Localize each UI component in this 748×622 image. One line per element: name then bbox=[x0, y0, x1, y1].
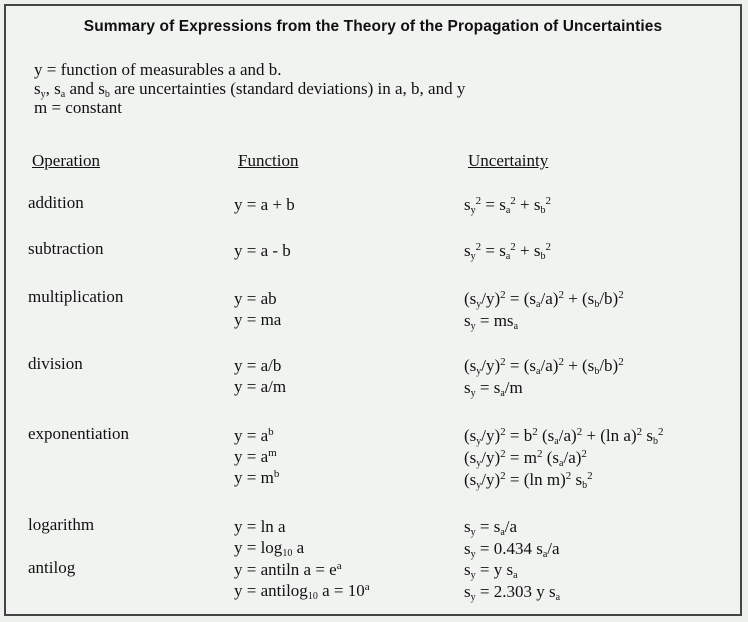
function-cell-subtraction bbox=[234, 240, 291, 261]
uncertainty-expression: $s_y^2 = s_a^2 + s_b^2$ bbox=[464, 195, 551, 216]
function-cell-addition bbox=[234, 194, 295, 215]
function-expression: y = ma bbox=[234, 310, 282, 329]
function-cell-logarithm bbox=[234, 516, 304, 558]
function-expression: $y = m^b$ bbox=[234, 468, 280, 487]
function-cell-exponentiation bbox=[234, 425, 279, 488]
uncertainty-cell-antilog bbox=[464, 559, 560, 603]
operation-label-logarithm: logarithm bbox=[28, 515, 95, 534]
function-expression: y = a - b bbox=[234, 241, 291, 260]
uncertainty-cell-subtraction bbox=[464, 240, 551, 262]
operation-label-antilog: antilog bbox=[28, 558, 76, 577]
header-operation: Operation bbox=[32, 151, 100, 170]
uncertainty-expression: $s_y = s_a/a$ bbox=[464, 517, 518, 538]
function-expression: y = a/b bbox=[234, 356, 282, 375]
uncertainty-expression: $s_y = s_a/m$ bbox=[464, 378, 523, 399]
function-cell-multiplication bbox=[234, 288, 281, 330]
uncertainty-expression: $s_y = 2.303$ y $s_a$ bbox=[464, 582, 561, 603]
uncertainty-expression: $(s_y/y)^2 = (\ln$ m)$^2$ $s_b^2$ bbox=[464, 470, 593, 491]
function-expression: y = a + b bbox=[234, 195, 295, 214]
uncertainty-cell-addition bbox=[464, 194, 551, 216]
uncertainty-cell-logarithm bbox=[464, 516, 560, 560]
uncertainty-expression: $(s_y/y)^2 = (s_a/a)^2 + (s_b/b)^2$ bbox=[464, 289, 624, 310]
uncertainty-cell-exponentiation bbox=[464, 425, 664, 491]
operation-label-subtraction: subtraction bbox=[28, 239, 104, 258]
function-expression: y = ab bbox=[234, 289, 277, 308]
function-expression: y = a/m bbox=[234, 377, 287, 396]
function-expression: y = ln a bbox=[234, 517, 286, 536]
uncertainty-expression: $(s_y/y)^2 = (s_a/a)^2 + (s_b/b)^2$ bbox=[464, 356, 624, 377]
intro-line-constant: m = constant bbox=[34, 98, 122, 117]
function-expression: $y = \log_{10} a$ bbox=[234, 538, 305, 559]
operation-label-division: division bbox=[28, 354, 83, 373]
uncertainty-cell-division bbox=[464, 355, 624, 399]
operation-label-exponentiation: exponentiation bbox=[28, 424, 130, 443]
function-expression: y = antiln $a = e^a$ bbox=[234, 560, 342, 579]
operation-label-addition: addition bbox=[28, 193, 84, 212]
page-title: Summary of Expressions from the Theory of the Propagation of Uncertainties bbox=[83, 18, 663, 35]
intro-line-uncertainties: $s_y$, $s_a$ and $s_b$ are uncertainties (standard deviations) in a, b, and y bbox=[34, 79, 466, 100]
function-cell-antilog bbox=[234, 559, 370, 601]
uncertainty-expression: $(s_y/y)^2 = m^2$ $(s_a/a)^2$ bbox=[464, 448, 587, 469]
summary-table-frame bbox=[4, 4, 742, 616]
function-expression: y = antilog$_{10}$ $a = 10^a$ bbox=[234, 581, 370, 602]
uncertainty-expression: $s_y = y$ $s_a$ bbox=[464, 560, 518, 581]
function-cell-division bbox=[234, 355, 286, 397]
function-expression: $y = a^b$ bbox=[234, 426, 274, 445]
uncertainty-cell-multiplication bbox=[464, 288, 624, 332]
intro-line-function: y = function of measurables a and b. bbox=[34, 60, 282, 79]
header-uncertainty: Uncertainty bbox=[468, 151, 549, 170]
uncertainty-expression: $s_y^2 = s_a^2 + s_b^2$ bbox=[464, 241, 551, 262]
intro-block bbox=[34, 60, 465, 117]
operation-label-multiplication: multiplication bbox=[28, 287, 124, 306]
uncertainty-expression: $s_y = 0.434$ $s_a/a$ bbox=[464, 539, 560, 560]
uncertainty-expression: $(s_y/y)^2 = b^2$ $(s_a/a)^2 + (\ln$ a)$^2$ $s_b^2$ bbox=[464, 426, 664, 447]
header-function: Function bbox=[238, 151, 299, 170]
function-expression: $y = a^m$ bbox=[234, 447, 277, 466]
uncertainty-expression: $s_y = ms_a$ bbox=[464, 311, 519, 332]
